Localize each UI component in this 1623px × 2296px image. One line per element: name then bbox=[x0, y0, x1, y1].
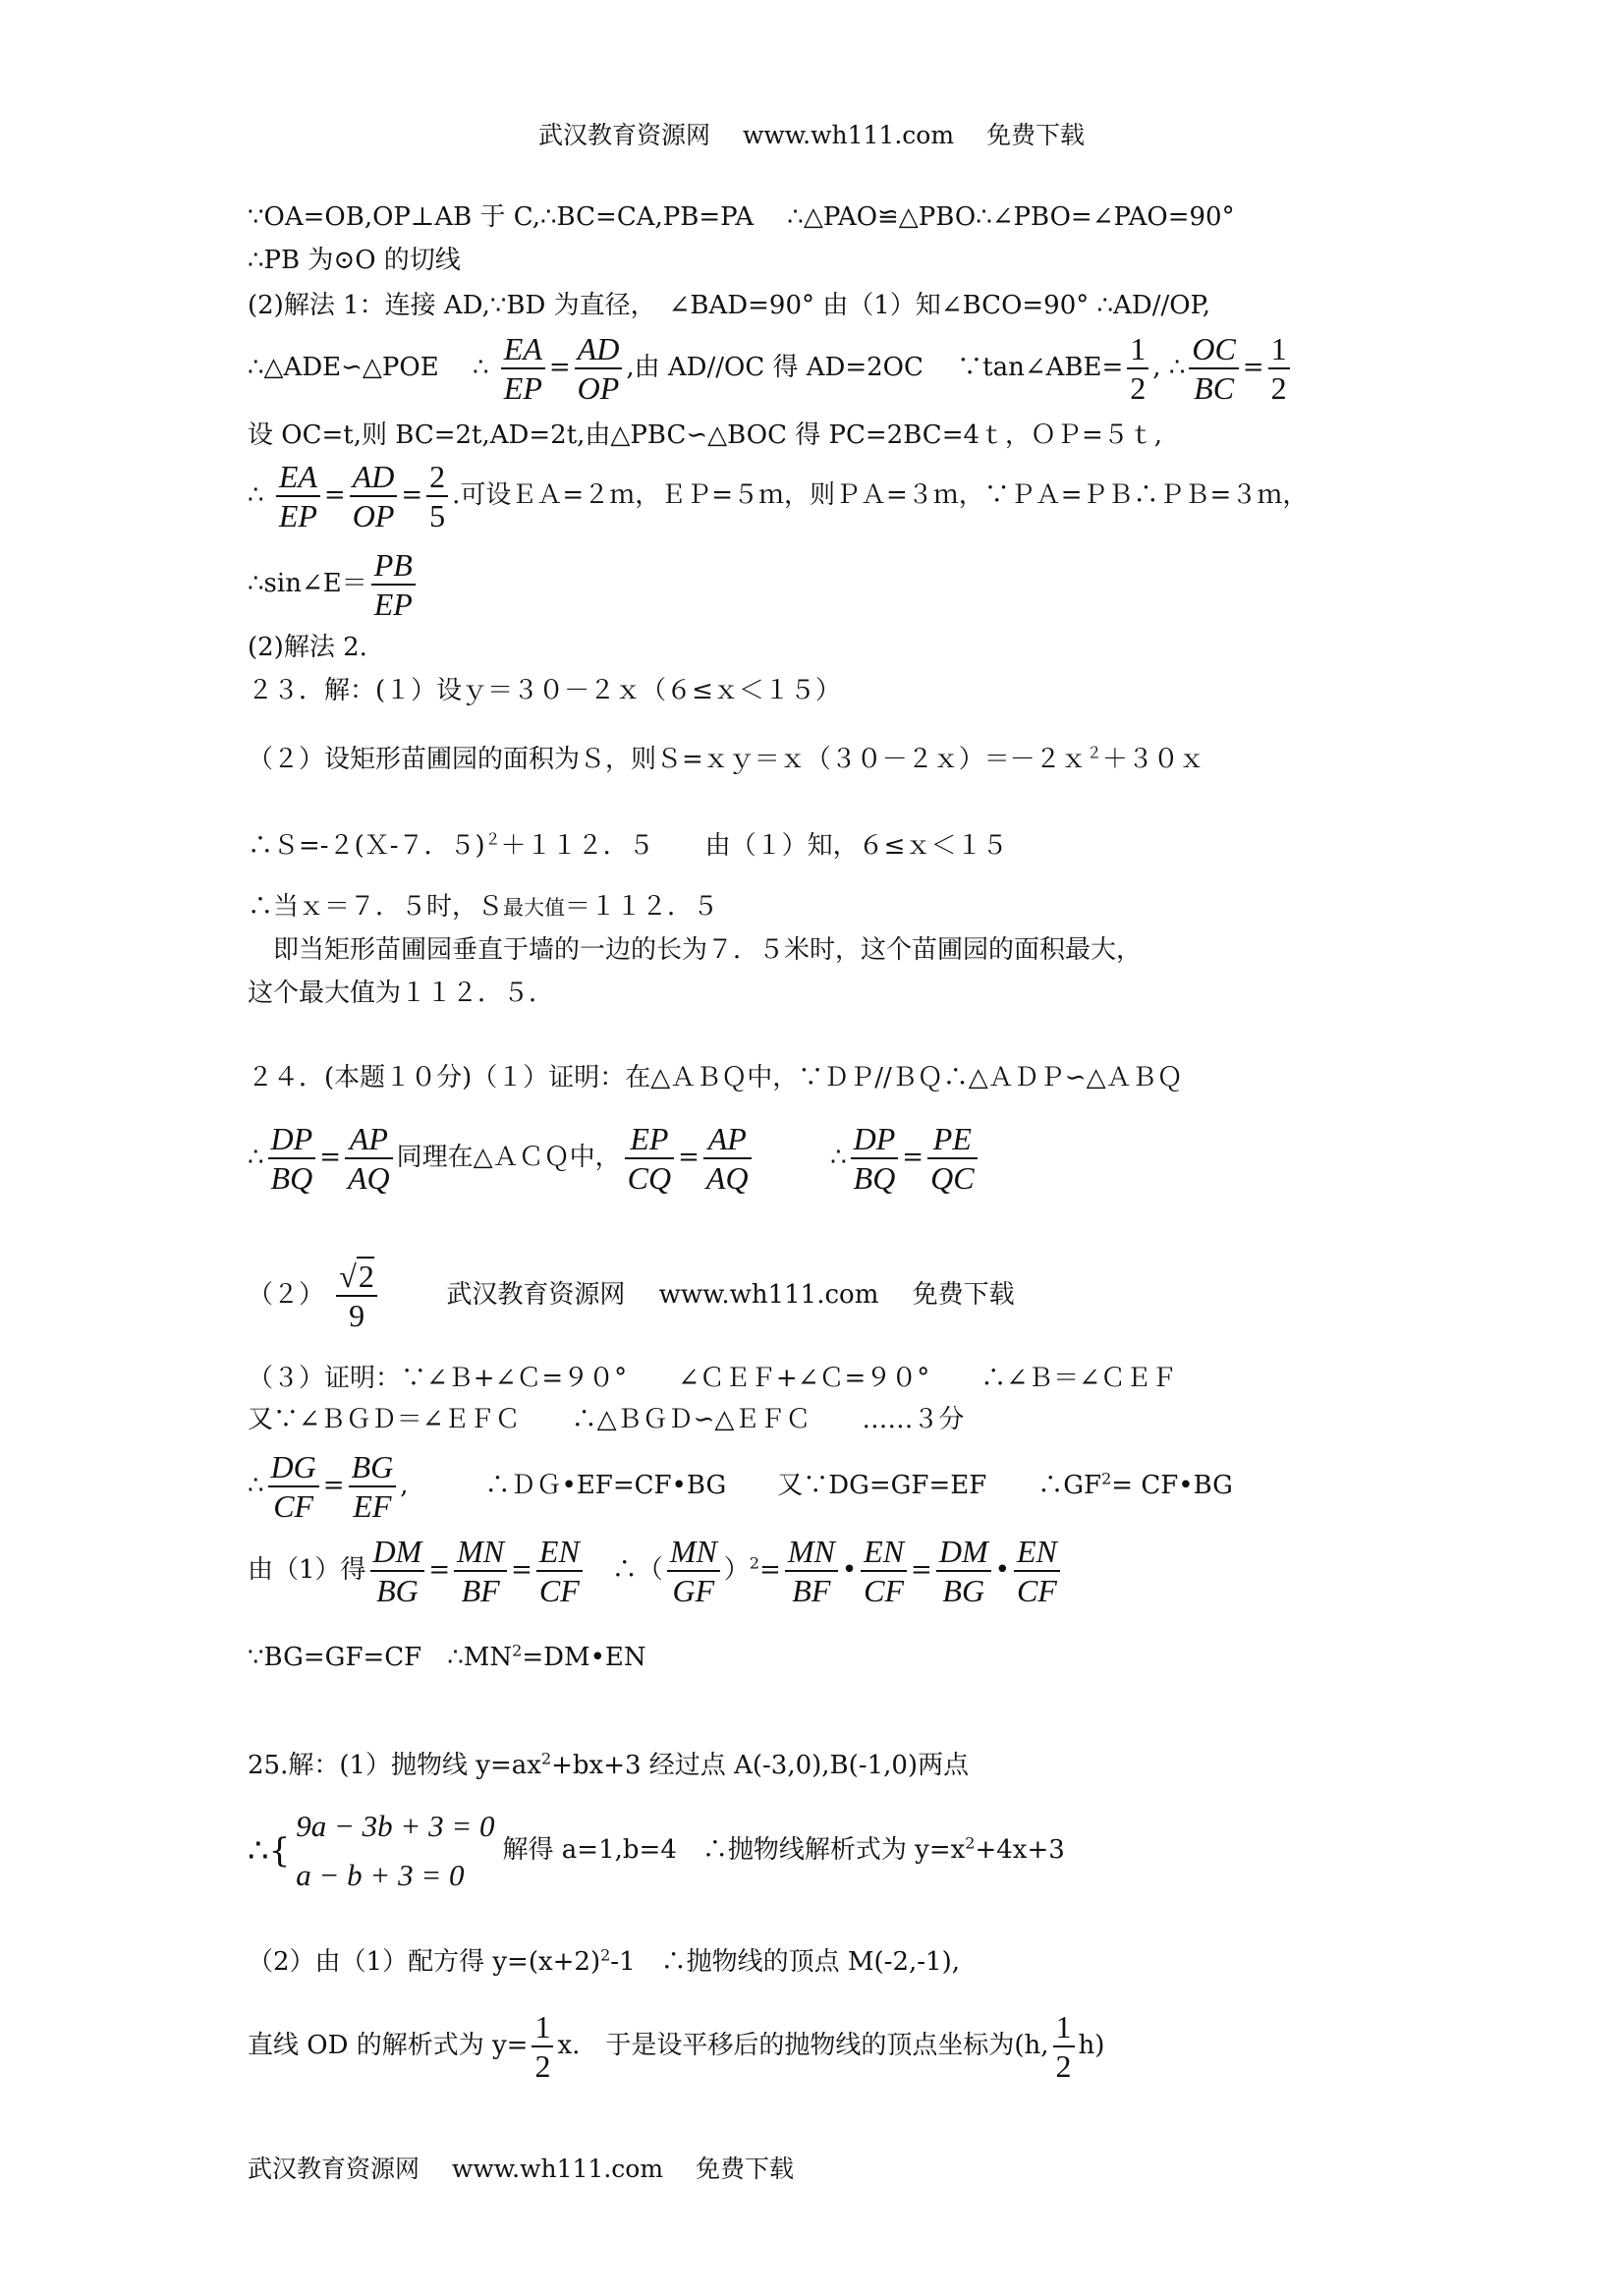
line-10: （２）设矩形苗圃园的面积为Ｓ，则Ｓ=ｘｙ＝ｘ（３０－２ｘ）＝－２ｘ$^2$＋３０ｘ bbox=[248, 743, 1204, 774]
line-4: ∴△ADE∽△POE ∴ $\frac{EA}{EP}$ = $\frac{AD}{OP}$ ,由 AD//OC 得 AD=2OC ∵tan∠ABE= $\frac{1}{2}$ , ∴ $\frac{OC}{BC}$ = $\frac{1}{2}$ bbox=[248, 330, 1294, 407]
line-25: （2）由（1）配方得 $y=(x+2)^2-1$ ∴抛物线的顶点 M(-2,-1), bbox=[248, 1945, 960, 1977]
line-12: ∴当ｘ＝７．５时，Ｓ最大值＝１１２．５ bbox=[248, 892, 719, 922]
fraction-ep-cq: $\frac{EP}{CQ}$ bbox=[625, 1120, 674, 1197]
fraction-dm-bg-2: $\frac{DM}{BG}$ bbox=[936, 1533, 991, 1609]
line-2: ∴PB 为⊙O 的切线 bbox=[248, 246, 461, 275]
fraction-bg-ef: $\frac{BG}{EF}$ bbox=[349, 1448, 397, 1525]
line-26: 直线 OD 的解析式为 y= $\frac{1}{2}$ x. 于是设平移后的抛物线的顶点坐标为(h, $\frac{1}{2}$ h) bbox=[248, 2009, 1105, 2084]
fraction-one-half-4: $\frac{1}{2}$ bbox=[1053, 2008, 1075, 2085]
fraction-en-cf: $\frac{EN}{CF}$ bbox=[536, 1533, 583, 1609]
line-11: ∴Ｓ=-２(Ｘ-７．５)$^2$＋１１２．５ 由（１）知，６≤ｘ＜１５ bbox=[248, 829, 1008, 861]
fraction-mn-bf: $\frac{MN}{BF}$ bbox=[454, 1533, 507, 1609]
line-14: 这个最大值为１１２．５． bbox=[248, 979, 555, 1008]
fraction-oc-bc: $\frac{OC}{BC}$ bbox=[1189, 330, 1238, 407]
fraction-mn-gf: $\frac{MN}{GF}$ bbox=[667, 1533, 720, 1609]
line-19: 又∵∠ＢＧＤ＝∠ＥＦＣ ∴△ＢＧＤ∽△ＥＦＣ ……３分 bbox=[248, 1405, 965, 1434]
line-8: (2)解法 2. bbox=[248, 633, 367, 662]
fraction-en-cf-2: $\frac{EN}{CF}$ bbox=[861, 1533, 907, 1609]
fraction-one-half-3: $\frac{1}{2}$ bbox=[532, 2008, 553, 2085]
line-22: ∵BG=GF=CF $\therefore MN^2=DM•EN$ bbox=[248, 1641, 646, 1672]
line-13: 即当矩形苗圃园垂直于墙的一边的长为７．５米时，这个苗圃园的面积最大， bbox=[248, 935, 1143, 965]
fraction-mn-bf-2: $\frac{MN}{BF}$ bbox=[785, 1533, 838, 1609]
line-3: (2)解法 1：连接 AD,∵BD 为直径， ∠BAD=90° 由（1）知∠BCO=90° ∴AD//OP, bbox=[248, 291, 1211, 320]
line-18: （３）证明：∵∠Ｂ+∠Ｃ=９０° ∠ＣＥＦ+∠Ｃ=９０° ∴∠Ｂ＝∠ＣＥＦ bbox=[248, 1364, 1177, 1393]
fraction-ad-op: $\frac{AD}{OP}$ bbox=[575, 330, 623, 407]
fraction-ad-op-2: $\frac{AD}{OP}$ bbox=[350, 458, 398, 534]
line-24: ∴{ 9a − 3b + 3 = 0 a − b + 3 = 0 解得 a=1,b=4 ∴抛物线解析式为 $y=x^2+4x+3$ bbox=[248, 1802, 1065, 1900]
line-15: ２４．(本题１０分)（１）证明：在△ＡＢＱ中，∵ＤＰ//ＢＱ∴△ＡＤＰ∽△ＡＢＱ bbox=[248, 1063, 1183, 1092]
fraction-ap-aq-2: $\frac{AP}{AQ}$ bbox=[703, 1120, 752, 1197]
line-6: ∴ $\frac{EA}{EP}$ = $\frac{AD}{OP}$ = $\frac{2}{5}$ .可设ＥＡ=２ｍ，ＥＰ=５ｍ，则ＰＡ=３ｍ，∵ＰＡ=ＰＢ∴ＰＢ=３ｍ， bbox=[248, 459, 1309, 533]
fraction-en-cf-3: $\frac{EN}{CF}$ bbox=[1014, 1533, 1060, 1609]
line-20: ∴ $\frac{DG}{CF}$ = $\frac{BG}{EF}$ , ∴ＤＧ•EF=CF•BG 又∵DG=GF=EF $\therefore GF^2=$ CF•BG bbox=[248, 1449, 1233, 1524]
line-23: 25.解：(1）抛物线 $y=ax^2+bx+3$ 经过点 A(-3,0),B(-1,0)两点 bbox=[248, 1749, 970, 1780]
line-5: 设 OC=t,则 BC=2t,AD=2t,由△PBC∽△BOC 得 PC=2BC=4ｔ，ＯＰ=５ｔ, bbox=[248, 420, 1163, 450]
fraction-pe-qc: $\frac{PE}{QC}$ bbox=[927, 1120, 977, 1197]
fraction-one-half: $\frac{1}{2}$ bbox=[1127, 330, 1148, 407]
line-17: （２） $\frac{√2}{9}$ 武汉教育资源网 www.wh111.com 免费下载 bbox=[248, 1259, 1015, 1333]
fraction-sqrt2-over-9: $\frac{√2}{9}$ bbox=[336, 1258, 377, 1334]
fraction-dm-bg: $\frac{DM}{BG}$ bbox=[370, 1533, 425, 1609]
line-9: ２３．解：(１）设ｙ＝３０－２ｘ（６≤ｘ＜１５） bbox=[248, 676, 841, 705]
fraction-ea-ep-2: $\frac{EA}{EP}$ bbox=[276, 458, 320, 534]
page-header: 武汉教育资源网 www.wh111.com 免费下载 bbox=[538, 121, 1085, 149]
line-21: 由（1）得 $\frac{DM}{BG}$ = $\frac{MN}{BF}$ = $\frac{EN}{CF}$ ∴（ $\frac{MN}{GF}$ ）$^2$= $\frac{MN}{BF}$ • $\frac{EN}{CF}$ = $\frac{DM}{BG}$ • $\frac{EN}{CF}$ bbox=[248, 1533, 1064, 1609]
fraction-dp-bq: $\frac{DP}{BQ}$ bbox=[268, 1120, 316, 1197]
fraction-ap-aq: $\frac{AP}{AQ}$ bbox=[345, 1120, 393, 1197]
equation-system: 9a − 3b + 3 = 0 a − b + 3 = 0 bbox=[296, 1809, 495, 1892]
fraction-dg-cf: $\frac{DG}{CF}$ bbox=[268, 1448, 319, 1525]
page-footer: 武汉教育资源网 www.wh111.com 免费下载 bbox=[248, 2155, 794, 2183]
line-16: ∴ $\frac{DP}{BQ}$ = $\frac{AP}{AQ}$ 同理在△ＡＣＱ中， $\frac{EP}{CQ}$ = $\frac{AP}{AQ}$ ∴ $\frac{DP}{BQ}$ = $\frac{PE}{QC}$ bbox=[248, 1120, 981, 1197]
fraction-one-half-2: $\frac{1}{2}$ bbox=[1268, 330, 1290, 407]
fraction-ea-ep: $\frac{EA}{EP}$ bbox=[501, 330, 545, 407]
line-7: ∴sin∠E＝ $\frac{PB}{EP}$ bbox=[248, 546, 420, 623]
line-1: ∵OA=OB,OP⊥AB 于 C,∴BC=CA,PB=PA ∴△PAO≌△PBO∴∠PBO=∠PAO=90° bbox=[248, 202, 1235, 232]
fraction-dp-bq-2: $\frac{DP}{BQ}$ bbox=[851, 1120, 899, 1197]
fraction-pb-ep: $\frac{PB}{EP}$ bbox=[371, 546, 416, 623]
mid-watermark: 武汉教育资源网 www.wh111.com 免费下载 bbox=[446, 1280, 1015, 1310]
fraction-two-fifths: $\frac{2}{5}$ bbox=[426, 458, 448, 534]
